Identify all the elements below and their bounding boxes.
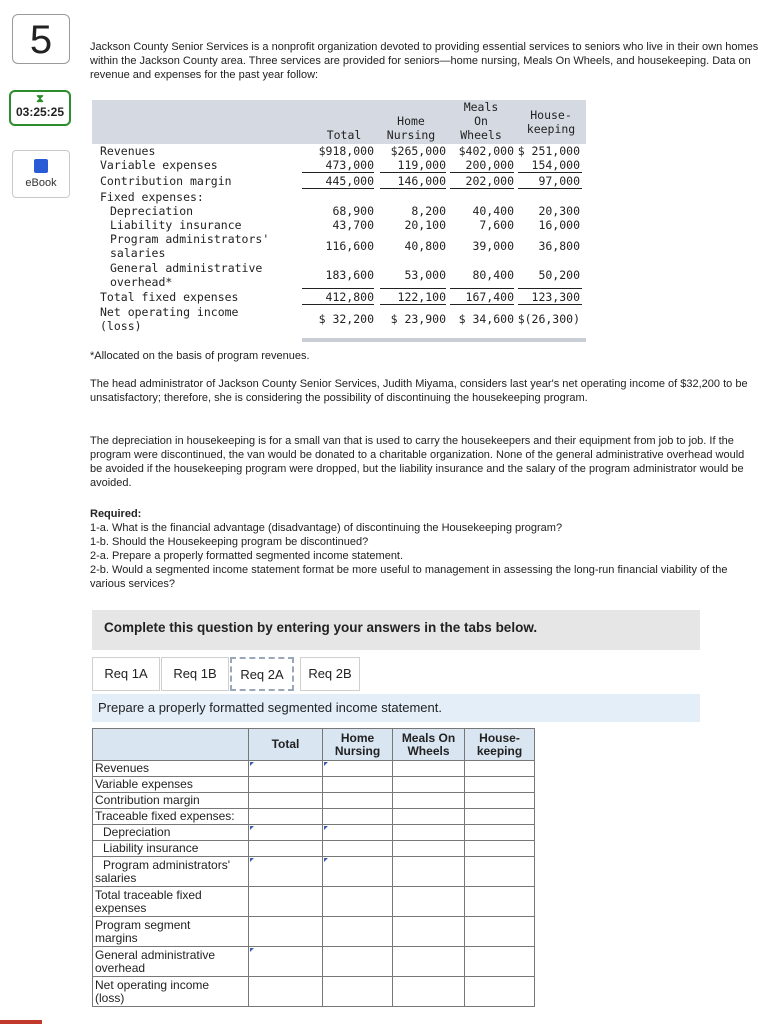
seg-input-meals[interactable] [393, 841, 465, 857]
cell-total: 445,000 [325, 174, 374, 188]
cell-house: 97,000 [538, 174, 580, 188]
tab-instruction: Prepare a properly formatted segmented income statement. [92, 694, 700, 722]
cell-house: $ 251,000 [517, 144, 580, 158]
cell-meals: 39,000 [472, 239, 514, 253]
hdr-total: Total [326, 128, 362, 142]
seg-input-house[interactable] [465, 825, 535, 841]
hdr-home-2: Nursing [386, 128, 436, 142]
row-label: Program administrators' [110, 232, 270, 246]
seg-row-label-2: overhead [95, 960, 146, 975]
cell-total: $918,000 [318, 144, 374, 158]
seg-header-row [93, 729, 535, 761]
timer [9, 90, 71, 126]
seg-row [93, 917, 535, 947]
required-item: 1-b. Should the Housekeeping program be discontinued? [90, 536, 369, 548]
seg-header-blank [93, 729, 249, 761]
cell-total: 412,800 [325, 290, 374, 304]
seg-input-home[interactable] [323, 793, 393, 809]
seg-header-home [323, 729, 393, 761]
row-label-2: overhead* [110, 275, 173, 289]
seg-input-total[interactable] [249, 947, 323, 977]
seg-input-home[interactable] [323, 977, 393, 1007]
required-item: 1-a. What is the financial advantage (disadvantage) of discontinuing the Housekeeping program? [90, 522, 563, 534]
seg-input-house [465, 809, 535, 825]
cell-home: 122,100 [397, 290, 446, 304]
instruction-banner: Complete this question by entering your answers in the tabs below. [92, 610, 700, 650]
seg-row [93, 977, 535, 1007]
seg-input-house[interactable] [465, 947, 535, 977]
cell-meals: 40,400 [472, 204, 514, 218]
cell-home: $ 23,900 [390, 312, 446, 326]
seg-input-meals[interactable] [393, 777, 465, 793]
tab-req-2b[interactable]: Req 2B [300, 657, 360, 691]
seg-header-house-1: House- [479, 730, 520, 745]
seg-input-home[interactable] [323, 825, 393, 841]
row-label: Contribution margin [100, 174, 232, 188]
seg-row-label-2: (loss) [95, 990, 125, 1005]
seg-row-label [93, 947, 249, 977]
seg-input-house[interactable] [465, 887, 535, 917]
seg-row [93, 887, 535, 917]
seg-input-total[interactable] [249, 977, 323, 1007]
seg-header-house [465, 729, 535, 761]
cell-home: 40,800 [404, 239, 446, 253]
hdr-home-1: Home [397, 114, 425, 128]
row-label: Fixed expenses: [100, 190, 204, 204]
row-label: Total fixed expenses [100, 290, 239, 304]
cell-home: 53,000 [404, 268, 446, 282]
cell-house: 50,200 [538, 268, 580, 282]
seg-input-house[interactable] [465, 917, 535, 947]
seg-row-label: Liability insurance [93, 841, 249, 857]
seg-input-home[interactable] [323, 777, 393, 793]
seg-row-label-1: Net operating income [95, 977, 210, 992]
row-label-2: (loss) [100, 319, 142, 333]
required-section [90, 507, 758, 591]
row-label: Depreciation [110, 204, 194, 218]
hdr-meals-1: Meals [463, 100, 499, 114]
row-label: Liability insurance [110, 218, 242, 232]
seg-row [93, 761, 535, 777]
tab-req-2a[interactable]: Req 2A [230, 657, 294, 691]
segmented-income-table [92, 728, 535, 1007]
cell-meals: 202,000 [465, 174, 514, 188]
seg-input-total[interactable] [249, 761, 323, 777]
seg-header-home-2: Nursing [334, 743, 381, 758]
hdr-meals-2: On [474, 114, 488, 128]
seg-row-label [93, 977, 249, 1007]
cell-meals: 7,600 [479, 218, 514, 232]
seg-row-label: Revenues [93, 761, 249, 777]
seg-input-total [249, 809, 323, 825]
seg-row-label-2: expenses [95, 900, 147, 915]
seg-row-label: Variable expenses [93, 777, 249, 793]
cell-house: $(26,300) [517, 312, 580, 326]
seg-header-meals-2: Wheels [407, 743, 450, 758]
cell-house: 20,300 [538, 204, 580, 218]
seg-input-home [323, 809, 393, 825]
seg-input-meals[interactable] [393, 977, 465, 1007]
cell-house: 16,000 [538, 218, 580, 232]
seg-row-label-1: Program segment [95, 917, 191, 932]
row-label: Revenues [100, 144, 156, 158]
hourglass-icon: ⧗ [36, 93, 44, 105]
cell-home: 8,200 [411, 204, 446, 218]
seg-input-meals[interactable] [393, 917, 465, 947]
seg-row-label-1: Program administrators' [103, 857, 230, 872]
seg-input-meals[interactable] [393, 825, 465, 841]
seg-input-home[interactable] [323, 761, 393, 777]
seg-row-label [93, 917, 249, 947]
seg-header-total-text: Total [271, 737, 300, 751]
ebook-label: eBook [25, 177, 57, 189]
seg-row-label: Contribution margin [93, 793, 249, 809]
seg-input-house[interactable] [465, 977, 535, 1007]
seg-input-total[interactable] [249, 887, 323, 917]
seg-header-meals [393, 729, 465, 761]
seg-input-total[interactable] [249, 777, 323, 793]
seg-input-meals[interactable] [393, 761, 465, 777]
row-label-2: salaries [110, 246, 166, 260]
cell-house: 36,800 [538, 239, 580, 253]
seg-input-home[interactable] [323, 917, 393, 947]
required-item: 2-a. Prepare a properly formatted segmented income statement. [90, 550, 404, 562]
seg-input-total[interactable] [249, 793, 323, 809]
hdr-meals-3: Wheels [460, 128, 502, 142]
seg-row-label-2: margins [95, 930, 138, 945]
seg-row [93, 809, 535, 825]
tab-req-1b[interactable]: Req 1B [161, 657, 229, 691]
seg-row [93, 825, 535, 841]
cell-total: 68,900 [332, 204, 374, 218]
seg-row [93, 793, 535, 809]
cell-house: 154,000 [531, 158, 580, 172]
seg-input-house[interactable] [465, 793, 535, 809]
hdr-house-1: House- [530, 108, 572, 122]
cell-home: 20,100 [404, 218, 446, 232]
cell-total: 183,600 [325, 268, 374, 282]
seg-row-label [93, 887, 249, 917]
seg-input-total[interactable] [249, 857, 323, 887]
seg-input-meals[interactable] [393, 947, 465, 977]
row-label: Variable expenses [100, 158, 218, 172]
seg-input-house[interactable] [465, 761, 535, 777]
seg-row-label-1: General administrative [95, 947, 216, 962]
seg-row-label [93, 857, 249, 887]
seg-input-meals[interactable] [393, 887, 465, 917]
seg-input-meals [393, 809, 465, 825]
seg-row [93, 841, 535, 857]
cell-total: $ 32,200 [318, 312, 374, 326]
row-label: Net operating income [100, 305, 239, 319]
seg-header-house-2: keeping [476, 743, 523, 758]
cell-total: 473,000 [325, 158, 374, 172]
paragraph-1: The head administrator of Jackson County Senior Services, Judith Miyama, considers last year's net operating income of $32,200 to be unsatisfactory; therefore, she is considering the possibility of discontinuing the housekeeping program. [90, 378, 748, 404]
required-title: Required: [90, 508, 142, 520]
question-number: 5 [12, 14, 70, 64]
seg-input-total[interactable] [249, 917, 323, 947]
cell-total: 43,700 [332, 218, 374, 232]
seg-input-total[interactable] [249, 825, 323, 841]
cell-home: 146,000 [397, 174, 446, 188]
seg-input-home[interactable] [323, 857, 393, 887]
seg-input-house[interactable] [465, 841, 535, 857]
seg-row [93, 857, 535, 887]
double-underline [302, 338, 586, 342]
row-label: General administrative [110, 261, 263, 275]
seg-header-total [249, 729, 323, 761]
cell-meals: $402,000 [458, 144, 514, 158]
required-item: 2-b. Would a segmented income statement format be more useful to management in assessing the long-run financial viability of the various services? [90, 564, 728, 590]
hdr-house-2: keeping [526, 122, 576, 136]
ebook-button[interactable] [12, 150, 70, 198]
cell-meals: $ 34,600 [458, 312, 514, 326]
seg-row-label-1: Total traceable fixed [95, 887, 202, 902]
tab-req-1a[interactable]: Req 1A [92, 657, 160, 691]
timer-text: 03:25:25 [15, 105, 65, 119]
book-icon [34, 159, 48, 173]
footnote: *Allocated on the basis of program revenues. [90, 350, 310, 362]
intro-text: Jackson County Senior Services is a nonprofit organization devoted to providing essential services to seniors who live in their own homes within the Jackson County area. Three services are provided for seniors—home nursing, Meals On Wheels, and housekeeping. Data on revenue and expenses for the past year follow: [90, 41, 759, 81]
paragraph-2: The depreciation in housekeeping is for a small van that is used to carry the housekeepers and their equipment from job to job. If the program were discontinued, the van would be donated to a charitable organization. None of the general administrative overhead would be avoided if the housekeeping program were dropped, but the liability insurance and the salary of the program administrator would be avoided. [90, 435, 745, 489]
cell-meals: 200,000 [465, 158, 514, 172]
seg-row-label: Traceable fixed expenses: [93, 809, 249, 825]
seg-row [93, 777, 535, 793]
seg-header-meals-1: Meals On [401, 730, 456, 745]
seg-input-home[interactable] [323, 841, 393, 857]
seg-input-home[interactable] [323, 887, 393, 917]
seg-input-house[interactable] [465, 777, 535, 793]
seg-input-total[interactable] [249, 841, 323, 857]
seg-input-meals[interactable] [393, 793, 465, 809]
cell-meals: 167,400 [465, 290, 514, 304]
cell-meals: 80,400 [472, 268, 514, 282]
cell-home: 119,000 [397, 158, 446, 172]
seg-row-label: Depreciation [93, 825, 249, 841]
seg-row [93, 947, 535, 977]
seg-row-label-2: salaries [95, 870, 137, 885]
cell-house: 123,300 [531, 290, 580, 304]
seg-input-house[interactable] [465, 857, 535, 887]
seg-header-home-1: Home [340, 730, 375, 745]
cell-total: 116,600 [325, 239, 374, 253]
seg-input-meals[interactable] [393, 857, 465, 887]
cell-home: $265,000 [390, 144, 446, 158]
seg-input-home[interactable] [323, 947, 393, 977]
bottom-red-bar [0, 1020, 42, 1024]
